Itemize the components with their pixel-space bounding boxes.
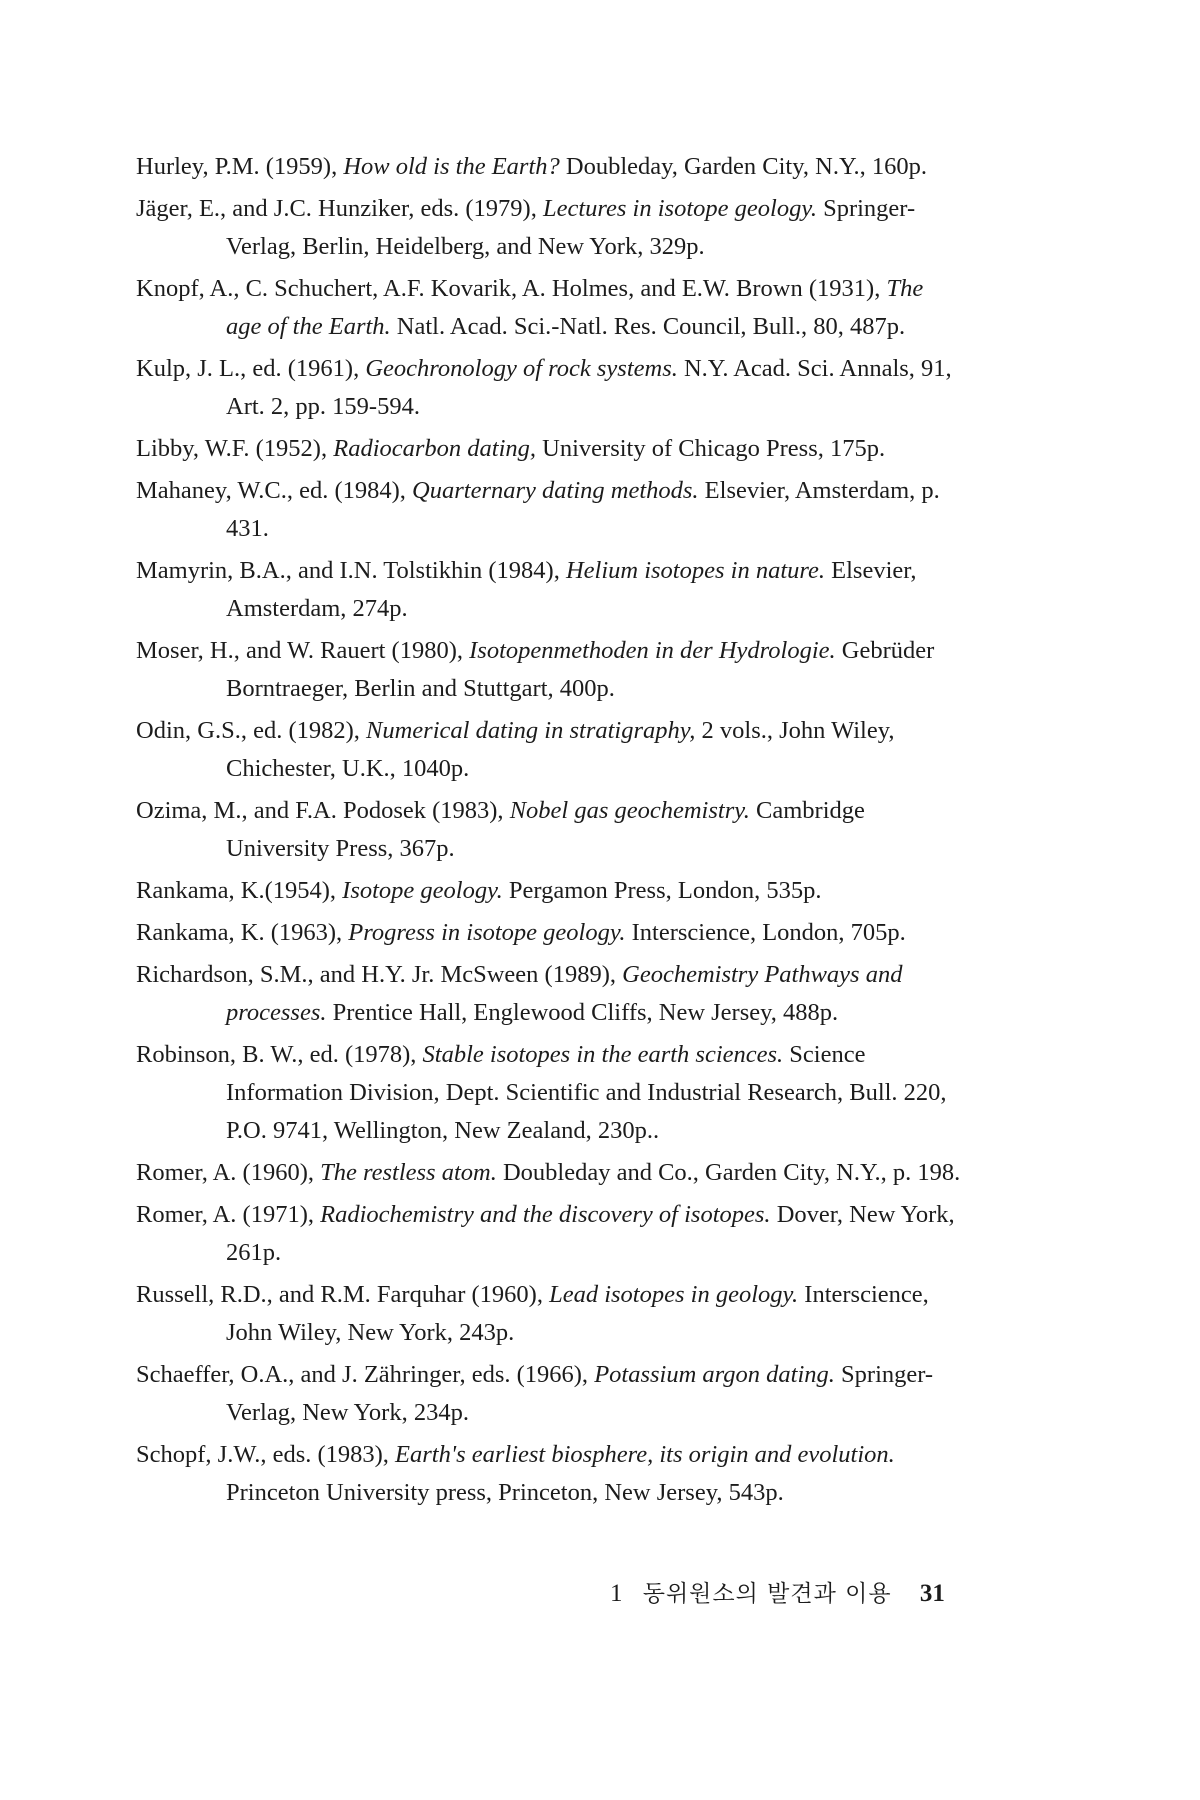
chapter-title: 동위원소의 발견과 이용 (642, 1581, 892, 1607)
reference-authors-year: Robinson, B. W., ed. (1978), (136, 1041, 423, 1068)
reference-publication: University of Chicago Press, 175p. (536, 435, 886, 462)
reference-publication: Science Information Division, Dept. Scientific and Industrial Research, Bull. 220, P.O. 9741, Wellington, New Zealand, 230p.. (226, 1041, 947, 1144)
reference-entry (136, 270, 962, 346)
reference-authors-year: Schaeffer, O.A., and J. Zähringer, eds. (1966), (136, 1361, 595, 1388)
reference-entry (136, 190, 962, 266)
reference-publication: Doubleday, Garden City, N.Y., 160p. (559, 153, 927, 180)
reference-title: Stable isotopes in the earth sciences. (422, 1041, 784, 1068)
reference-publication: Elsevier, Amsterdam, 274p. (226, 557, 917, 622)
page-number: 31 (919, 1580, 945, 1607)
reference-entry (136, 148, 962, 186)
reference-title: Geochemistry Pathways and processes. (226, 961, 903, 1026)
reference-entry (136, 1154, 962, 1192)
reference-publication: Gebrüder Borntraeger, Berlin and Stuttgart, 400p. (226, 637, 935, 702)
reference-title: Radiochemistry and the discovery of isotopes. (320, 1201, 771, 1228)
reference-publication: Interscience, John Wiley, New York, 243p. (226, 1281, 929, 1346)
reference-entry (136, 552, 962, 628)
reference-title: Nobel gas geochemistry. (509, 797, 750, 824)
reference-publication: Interscience, London, 705p. (625, 919, 906, 946)
reference-entry (136, 430, 962, 468)
reference-entry (136, 1356, 962, 1432)
reference-authors-year: Romer, A. (1971), (136, 1201, 321, 1228)
page-footer (610, 1578, 945, 1610)
reference-title: Quarternary dating methods. (412, 477, 699, 504)
reference-authors-year: Moser, H., and W. Rauert (1980), (136, 637, 470, 664)
reference-authors-year: Mamyrin, B.A., and I.N. Tolstikhin (1984), (136, 557, 566, 584)
reference-list (136, 148, 962, 1516)
reference-authors-year: Richardson, S.M., and H.Y. Jr. McSween (1989), (136, 961, 623, 988)
reference-publication: Elsevier, Amsterdam, p. 431. (226, 477, 940, 542)
reference-title: Radiocarbon dating, (333, 435, 537, 462)
reference-title: Progress in isotope geology. (348, 919, 626, 946)
reference-entry (136, 792, 962, 868)
reference-publication: Dover, New York, 261p. (226, 1201, 955, 1266)
reference-publication: Springer-Verlag, New York, 234p. (226, 1361, 934, 1426)
reference-title: How old is the Earth? (343, 153, 560, 180)
reference-title: Potassium argon dating. (594, 1361, 835, 1388)
reference-authors-year: Rankama, K.(1954), (136, 877, 343, 904)
reference-publication: Princeton University press, Princeton, New Jersey, 543p. (226, 1479, 784, 1506)
reference-publication: Doubleday and Co., Garden City, N.Y., p. 198. (496, 1159, 961, 1186)
chapter-number: 1 (610, 1580, 623, 1607)
reference-publication: 2 vols., John Wiley, Chichester, U.K., 1040p. (226, 717, 895, 782)
reference-entry (136, 712, 962, 788)
reference-entry (136, 472, 962, 548)
reference-title: Earth's earliest biosphere, its origin and evolution. (395, 1441, 895, 1468)
reference-authors-year: Odin, G.S., ed. (1982), (136, 717, 367, 744)
reference-authors-year: Romer, A. (1960), (136, 1159, 321, 1186)
reference-authors-year: Mahaney, W.C., ed. (1984), (136, 477, 413, 504)
reference-entry (136, 956, 962, 1032)
reference-authors-year: Hurley, P.M. (1959), (136, 153, 344, 180)
reference-entry (136, 1276, 962, 1352)
reference-entry (136, 1436, 962, 1512)
reference-entry (136, 350, 962, 426)
reference-title: Lectures in isotope geology. (542, 195, 817, 222)
reference-publication: Natl. Acad. Sci.-Natl. Res. Council, Bull., 80, 487p. (390, 313, 906, 340)
reference-title: Isotope geology. (342, 877, 503, 904)
reference-authors-year: Schopf, J.W., eds. (1983), (136, 1441, 396, 1468)
reference-authors-year: Kulp, J. L., ed. (1961), (136, 355, 366, 382)
reference-entry (136, 872, 962, 910)
reference-title: The restless atom. (320, 1159, 497, 1186)
reference-title: Helium isotopes in nature. (565, 557, 826, 584)
reference-publication: Cambridge University Press, 367p. (226, 797, 865, 862)
reference-authors-year: Rankama, K. (1963), (136, 919, 349, 946)
reference-title: Numerical dating in stratigraphy, (366, 717, 696, 744)
reference-title: Isotopenmethoden in der Hydrologie. (469, 637, 836, 664)
reference-authors-year: Russell, R.D., and R.M. Farquhar (1960), (136, 1281, 550, 1308)
reference-title: Lead isotopes in geology. (549, 1281, 799, 1308)
reference-publication: Pergamon Press, London, 535p. (502, 877, 822, 904)
reference-title: The age of the Earth. (226, 275, 924, 340)
reference-publication: Springer-Verlag, Berlin, Heidelberg, and New York, 329p. (226, 195, 916, 260)
reference-authors-year: Jäger, E., and J.C. Hunziker, eds. (1979), (136, 195, 543, 222)
reference-publication: Prentice Hall, Englewood Cliffs, New Jersey, 488p. (326, 999, 839, 1026)
reference-title: Geochronology of rock systems. (365, 355, 678, 382)
reference-entry (136, 914, 962, 952)
reference-authors-year: Ozima, M., and F.A. Podosek (1983), (136, 797, 510, 824)
reference-entry (136, 1196, 962, 1272)
reference-entry (136, 1036, 962, 1150)
reference-entry (136, 632, 962, 708)
reference-authors-year: Knopf, A., C. Schuchert, A.F. Kovarik, A. Holmes, and E.W. Brown (1931), (136, 275, 887, 302)
reference-publication: N.Y. Acad. Sci. Annals, 91, Art. 2, pp. 159-594. (226, 355, 952, 420)
reference-authors-year: Libby, W.F. (1952), (136, 435, 334, 462)
